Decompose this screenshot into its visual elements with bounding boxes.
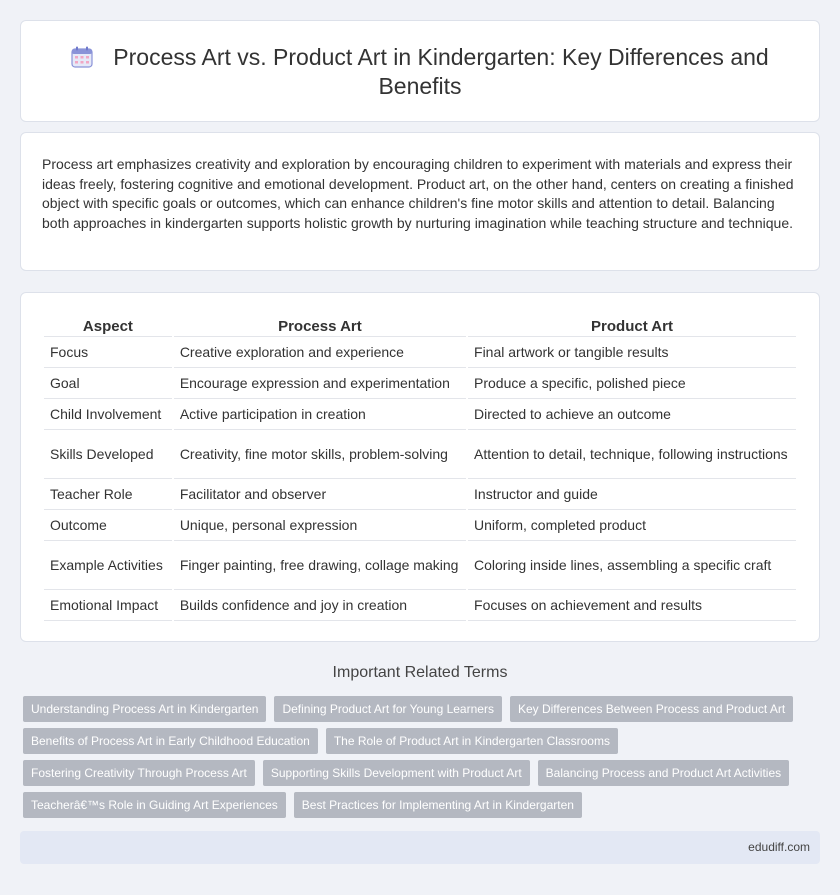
related-terms-list [23,696,823,824]
comparison-table [42,315,798,621]
row-product: Uniform, completed product [468,510,796,541]
row-process: Encourage expression and experimentation [174,368,466,399]
related-term-tag[interactable]: Teacherâ€™s Role in Guiding Art Experiences [23,792,286,818]
page-title: Process Art vs. Product Art in Kindergarten: Key Differences and Benefits [113,44,769,99]
footer-site-link[interactable]: edudiff.com [748,840,810,854]
related-term-tag[interactable]: Best Practices for Implementing Art in Kindergarten [294,792,582,818]
related-term-tag[interactable]: Understanding Process Art in Kindergarten [23,696,266,722]
row-product: Final artwork or tangible results [468,337,796,368]
related-term-tag[interactable]: Supporting Skills Development with Product Art [263,760,530,786]
row-aspect: Focus [44,337,172,368]
row-aspect: Teacher Role [44,479,172,510]
table-header-row [44,315,796,337]
row-product: Directed to achieve an outcome [468,399,796,430]
row-process: Creative exploration and experience [174,337,466,368]
row-process: Facilitator and observer [174,479,466,510]
header-card [20,20,820,122]
row-aspect: Emotional Impact [44,590,172,621]
related-term-tag[interactable]: Fostering Creativity Through Process Art [23,760,255,786]
header-process-art: Process Art [174,315,466,337]
related-term-tag[interactable]: Key Differences Between Process and Product Art [510,696,793,722]
row-product: Instructor and guide [468,479,796,510]
calendar-icon [71,46,93,68]
row-process: Finger painting, free drawing, collage making [174,541,466,590]
related-terms-title: Important Related Terms [332,664,508,681]
table-row [44,510,796,541]
table-row [44,337,796,368]
row-aspect: Goal [44,368,172,399]
related-term-tag[interactable]: Balancing Process and Product Art Activities [538,760,789,786]
row-product: Coloring inside lines, assembling a specific craft [468,541,796,590]
header-aspect: Aspect [44,315,172,337]
table-row [44,399,796,430]
footer [20,831,820,864]
intro-paragraph: Process art emphasizes creativity and exploration by encouraging children to experiment with materials and express their ideas freely, fostering cognitive and emotional development. Product art, on the other hand, centers on creating a finished object with specific goals or outcomes, which can enhance children's fine motor skills and attention to detail. Balancing both approaches in kindergarten supports holistic growth by nurturing imagination while teaching structure and technique. [42,156,794,231]
table-row [44,479,796,510]
table-row [44,590,796,621]
row-process: Creativity, fine motor skills, problem-solving [174,430,466,479]
row-process: Builds confidence and joy in creation [174,590,466,621]
related-term-tag[interactable]: Defining Product Art for Young Learners [274,696,501,722]
comparison-card [20,292,820,642]
row-process: Active participation in creation [174,399,466,430]
table-row [44,541,796,590]
row-process: Unique, personal expression [174,510,466,541]
row-aspect: Outcome [44,510,172,541]
page-title-row [21,43,819,101]
table-row [44,368,796,399]
row-product: Focuses on achievement and results [468,590,796,621]
row-aspect: Example Activities [44,541,172,590]
related-term-tag[interactable]: Benefits of Process Art in Early Childhood Education [23,728,318,754]
header-product-art: Product Art [468,315,796,337]
intro-card [20,132,820,271]
row-aspect: Skills Developed [44,430,172,479]
table-row [44,430,796,479]
row-product: Attention to detail, technique, following instructions [468,430,796,479]
row-aspect: Child Involvement [44,399,172,430]
related-term-tag[interactable]: The Role of Product Art in Kindergarten Classrooms [326,728,618,754]
row-product: Produce a specific, polished piece [468,368,796,399]
